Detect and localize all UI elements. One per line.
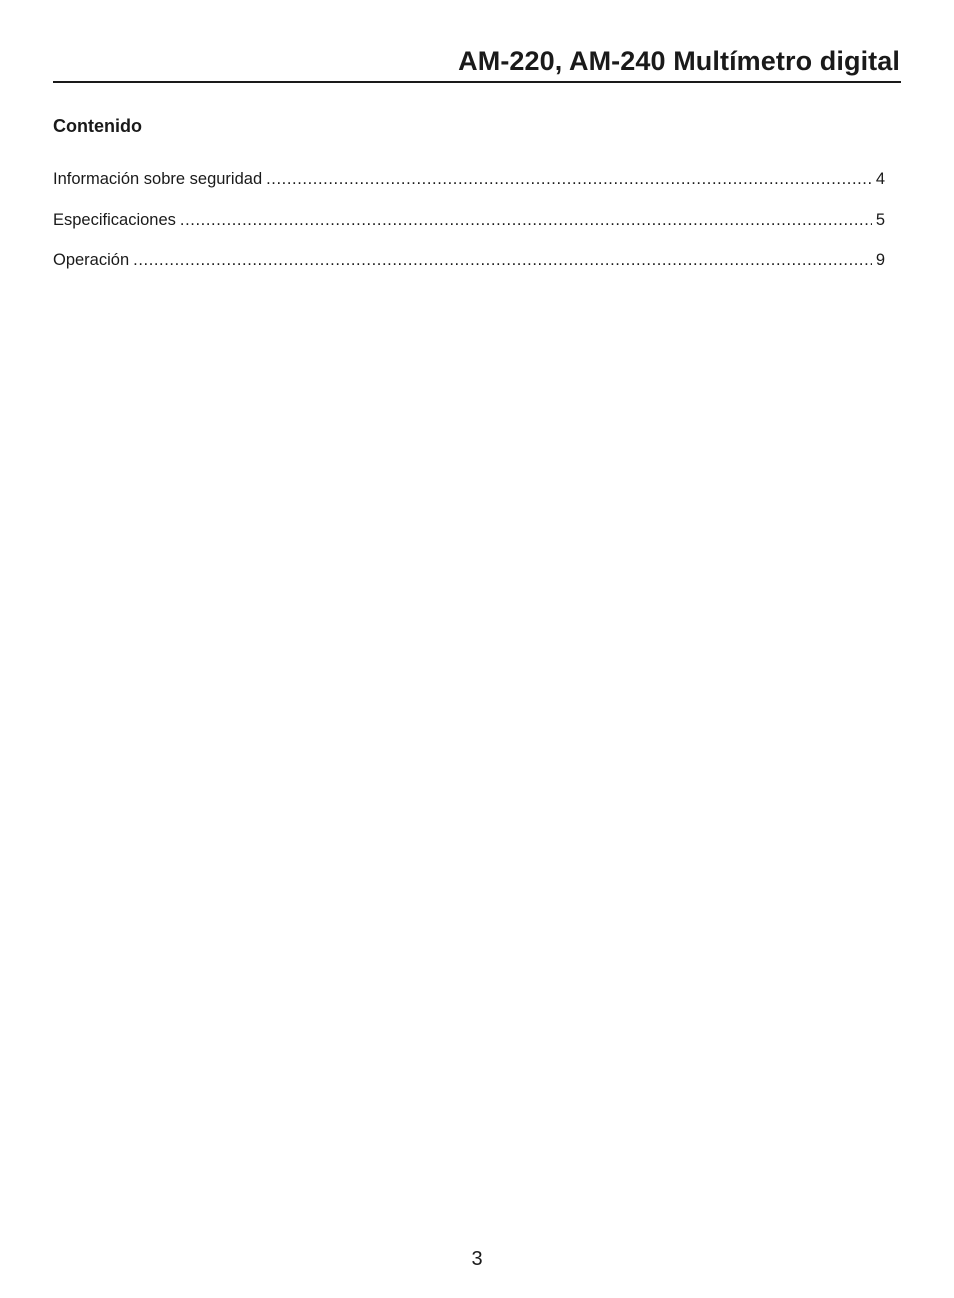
page-number: 3 xyxy=(471,1248,483,1270)
toc-entry-operacion[interactable] xyxy=(53,251,885,292)
toc-leader-dots xyxy=(133,251,872,270)
toc-entry-label: Especificaciones xyxy=(53,210,176,229)
document-title: AM-220, AM-240 Multímetro digital xyxy=(458,46,900,76)
header-rule xyxy=(53,81,901,83)
toc-heading: Contenido xyxy=(53,116,142,136)
toc-entry-label: Información sobre seguridad xyxy=(53,170,263,188)
toc-entry-page: 9 xyxy=(875,251,885,269)
toc-entry-page: 5 xyxy=(875,210,885,229)
toc-entry-informacion-sobre-seguridad[interactable] xyxy=(53,170,885,211)
toc-entry-label: Operación xyxy=(53,251,130,269)
toc-entry-especificaciones[interactable] xyxy=(53,211,885,252)
toc-leader-dots xyxy=(266,170,872,189)
toc-leader-dots xyxy=(180,211,872,230)
table-of-contents xyxy=(53,170,885,292)
toc-entry-page: 4 xyxy=(875,170,885,188)
